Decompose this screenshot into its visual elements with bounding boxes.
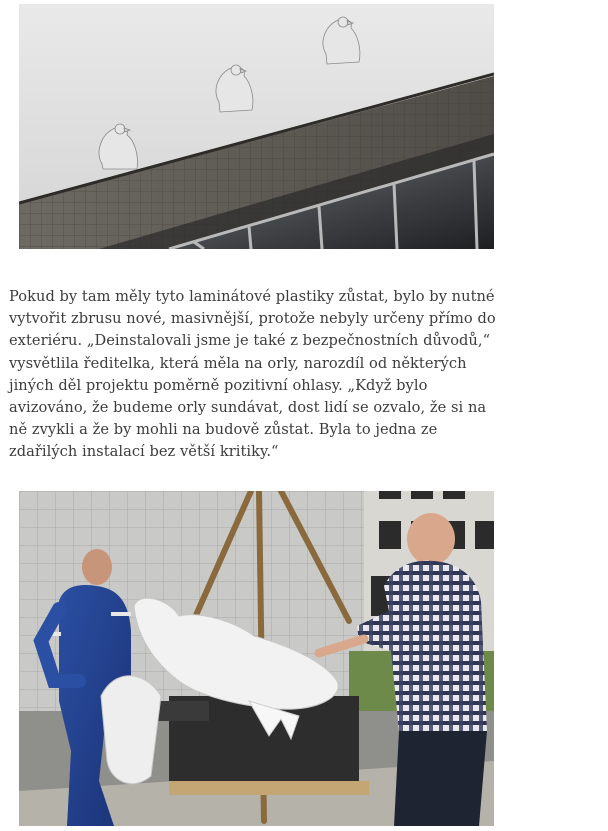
paragraph-line: avizováno, že budeme orly sundávat, dost lidí se ozvalo, že si na (9, 399, 487, 417)
workers-with-eagle-photo (19, 491, 494, 826)
paragraph-line: zdařilých instalací bez větší kritiky.“ (9, 443, 279, 461)
paragraph-line: jiných děl projektu poměrně pozitivní ohlasy. „Když bylo (9, 376, 428, 394)
paragraph-line: ně zvykli a že by mohli na budově zůstat. Byla to jedna ze (9, 421, 438, 439)
paragraph-line: vysvětlila ředitelka, která měla na orly, narozdíl od některých (9, 354, 467, 372)
paragraph-line: exteriéru. „Deinstalovali jsme je také z bezpečnostních důvodů,“ (9, 332, 491, 350)
eagle-sculptures-photo (19, 4, 494, 249)
paragraph-line: vytvořit zbrusu nové, masivnější, protože nebyly určeny přímo do (9, 310, 496, 328)
paragraph-line: Pokud by tam měly tyto laminátové plastiky zůstat, bylo by nutné (9, 288, 495, 305)
article-paragraph (9, 286, 509, 464)
